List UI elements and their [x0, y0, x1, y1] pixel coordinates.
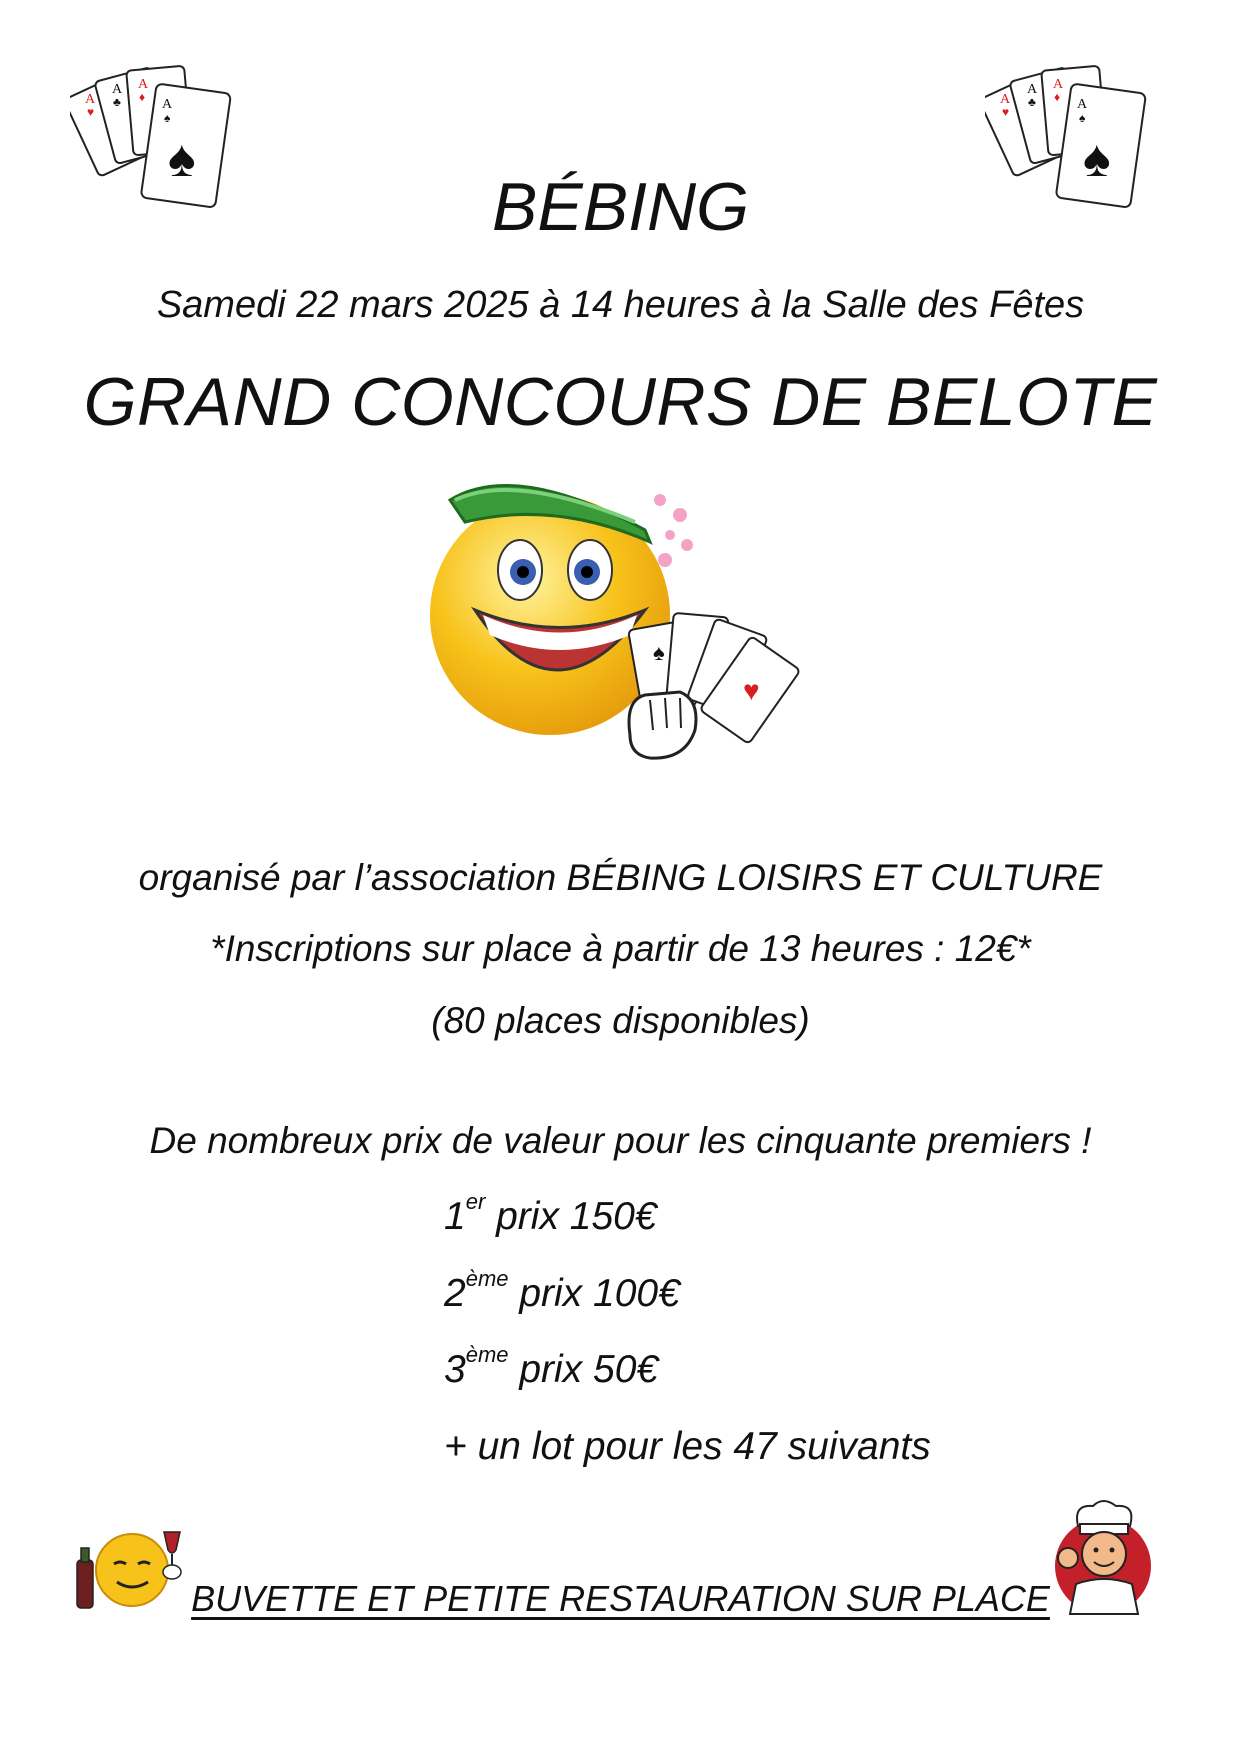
places-line: (80 places disponibles) [431, 1000, 810, 1041]
svg-text:♥: ♥ [1002, 105, 1010, 119]
town-title: BÉBING [492, 169, 749, 245]
organizer-line: organisé par l’association BÉBING LOISIRS ET CULTURE [138, 857, 1103, 898]
svg-text:A: A [85, 92, 96, 107]
prize-suffix: ème [465, 1342, 509, 1367]
event-headline: GRAND CONCOURS DE BELOTE [83, 364, 1158, 440]
svg-text:♦: ♦ [1054, 90, 1061, 104]
svg-text:♠: ♠ [1083, 130, 1111, 188]
svg-text:A: A [138, 77, 149, 92]
prize-text: prix 50€ [508, 1348, 659, 1391]
chef-icon [1048, 1496, 1158, 1621]
registration-line: *Inscriptions sur place à partir de 13 heures : 12€* [210, 928, 1031, 969]
prize-suffix: ème [465, 1266, 509, 1291]
footer-refreshments: BUVETTE ET PETITE RESTAURATION SUR PLACE [191, 1578, 1050, 1619]
prize-first [444, 1189, 657, 1239]
svg-text:♠: ♠ [168, 130, 196, 188]
svg-text:A: A [1000, 92, 1011, 107]
prize-second [444, 1266, 680, 1316]
svg-text:A: A [1053, 77, 1064, 92]
prize-extra: + un lot pour les 47 suivants [444, 1425, 931, 1468]
prize-rank: 1 [444, 1195, 466, 1238]
event-dateline: Samedi 22 mars 2025 à 14 heures à la Salle des Fêtes [156, 284, 1085, 326]
prize-rank: 3 [444, 1348, 466, 1391]
svg-text:A: A [162, 97, 173, 112]
svg-text:♣: ♣ [1028, 95, 1036, 109]
prize-rank: 2 [444, 1272, 466, 1315]
prizes-intro: De nombreux prix de valeur pour les cinquante premiers ! [149, 1120, 1092, 1161]
prize-third [444, 1342, 659, 1392]
prize-suffix: er [465, 1189, 486, 1214]
svg-text:A: A [1077, 97, 1088, 112]
prize-text: prix 100€ [508, 1272, 680, 1315]
svg-text:♠: ♠ [1079, 111, 1086, 125]
svg-text:♦: ♦ [139, 90, 146, 104]
svg-text:♠: ♠ [164, 111, 171, 125]
svg-text:♥: ♥ [87, 105, 95, 119]
svg-text:♠: ♠ [653, 640, 665, 665]
svg-text:A: A [112, 82, 123, 97]
svg-text:♥: ♥ [743, 675, 760, 706]
smiley-with-cards-icon [425, 460, 825, 790]
svg-text:♣: ♣ [113, 95, 121, 109]
prize-text: prix 150€ [485, 1195, 657, 1238]
svg-text:A: A [1027, 82, 1038, 97]
